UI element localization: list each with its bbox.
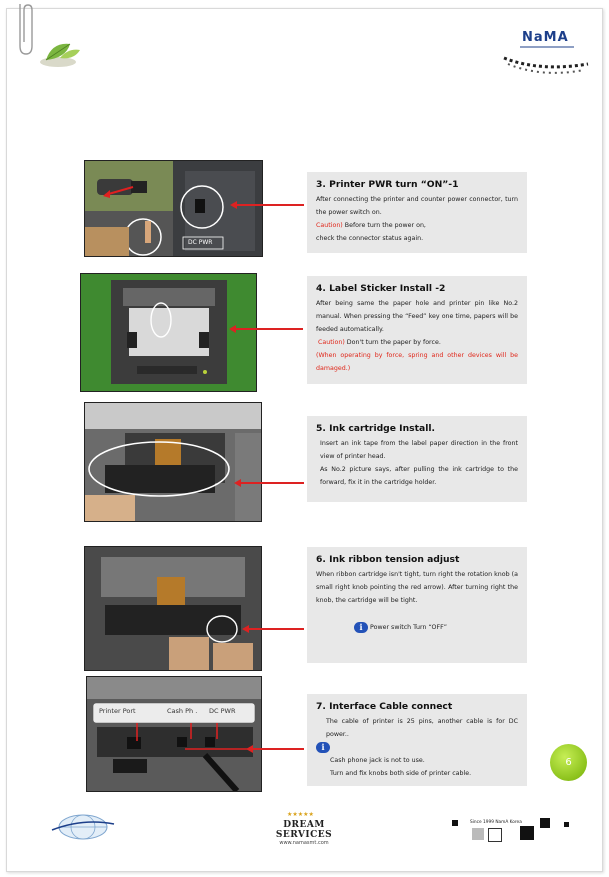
step5-photo [84,402,262,522]
step3-line1: After connecting the printer and counter power connector, turn the power switch on. [316,196,518,216]
step4-description [307,276,527,384]
dream-services-url: www.namasmt.com [279,840,329,846]
since-text: Since 1999 NamA Korea [470,820,522,825]
step5-arrow [240,482,304,484]
step4-arrow [235,328,303,330]
square-decoration [520,826,534,840]
dream-services-title: DREAM SERVICES [275,820,333,840]
square-decoration [564,822,569,827]
step7-note2: Turn and fix knobs both side of printer cable. [330,770,472,777]
step7-description [307,694,527,786]
dream-services-logo [254,811,354,846]
step4-caution-text: Don't turn the paper by force. [344,339,441,346]
brand-logo-text: NaMA [522,30,569,45]
step6-arrow [248,628,304,630]
step7-line1: The cable of printer is 25 pins, another cable is for DC power.. [326,718,518,738]
step4-title: 4. Label Sticker Install -2 [316,283,446,294]
dc-pwr-photo-label: DC PWR [188,239,213,246]
page-number-badge: 6 [550,744,587,781]
globe-logo-icon [50,812,116,842]
square-decoration [540,818,550,828]
step3-line3: check the connector status again. [316,235,424,242]
square-decoration [472,828,484,840]
nama-brand-logo [500,28,592,84]
step5-description [307,416,527,502]
step6-description [307,547,527,663]
step7-arrow [252,748,304,750]
step3-description [307,172,527,253]
paperclip-icon [12,0,36,58]
step4-line1: After being same the paper hole and printer pin like No.2 manual. When pressing the “Feed” key one time, papers will be feeded automatically. [316,300,518,333]
footer-decoration [448,816,578,846]
step3-caution-text: Before turn the power on, [342,222,426,229]
step7-title: 7. Interface Cable connect [316,701,453,712]
leaf-logo-icon [36,36,86,70]
step6-title: 6. Ink ribbon tension adjust [316,554,460,565]
step7-photo [86,676,262,792]
info-icon-2: i [316,742,330,753]
step3-arrow [236,204,304,206]
stars-icon: ★★★★★ [287,811,314,818]
printer-port-label: Printer Port [99,707,136,715]
step5-line2: As No.2 picture says, after pulling the ink cartridge to the forward, fix it in the cartridge holder. [320,466,518,486]
step3-title: 3. Printer PWR turn “ON”-1 [316,179,459,190]
brand-swoosh-icon [500,28,592,84]
step3-caution-label: Caution) [316,222,343,229]
dc-pwr-label: DC PWR [209,707,236,715]
step5-line1: Insert an ink tape from the label paper direction in the front view of printer head. [320,440,518,460]
square-decoration [488,828,502,842]
step7-note1: Cash phone jack is not to use. [330,757,425,764]
info-icon: i [354,622,368,633]
step5-title: 5. Ink cartridge Install. [316,423,435,434]
step6-photo [84,546,262,671]
step4-caution-label: Caution) [318,339,345,346]
step4-warning: (When operating by force, spring and other devices will be damaged.) [316,352,518,372]
cash-ph-label: Cash Ph . [167,707,198,715]
square-decoration [452,820,458,826]
step6-note: Power switch Turn “OFF” [370,624,448,631]
step6-line1: When ribbon cartridge isn't tight, turn right the rotation knob (a small right knob pointing the red arrow). After turning right the knob, the cartridge will be tight. [316,571,518,604]
